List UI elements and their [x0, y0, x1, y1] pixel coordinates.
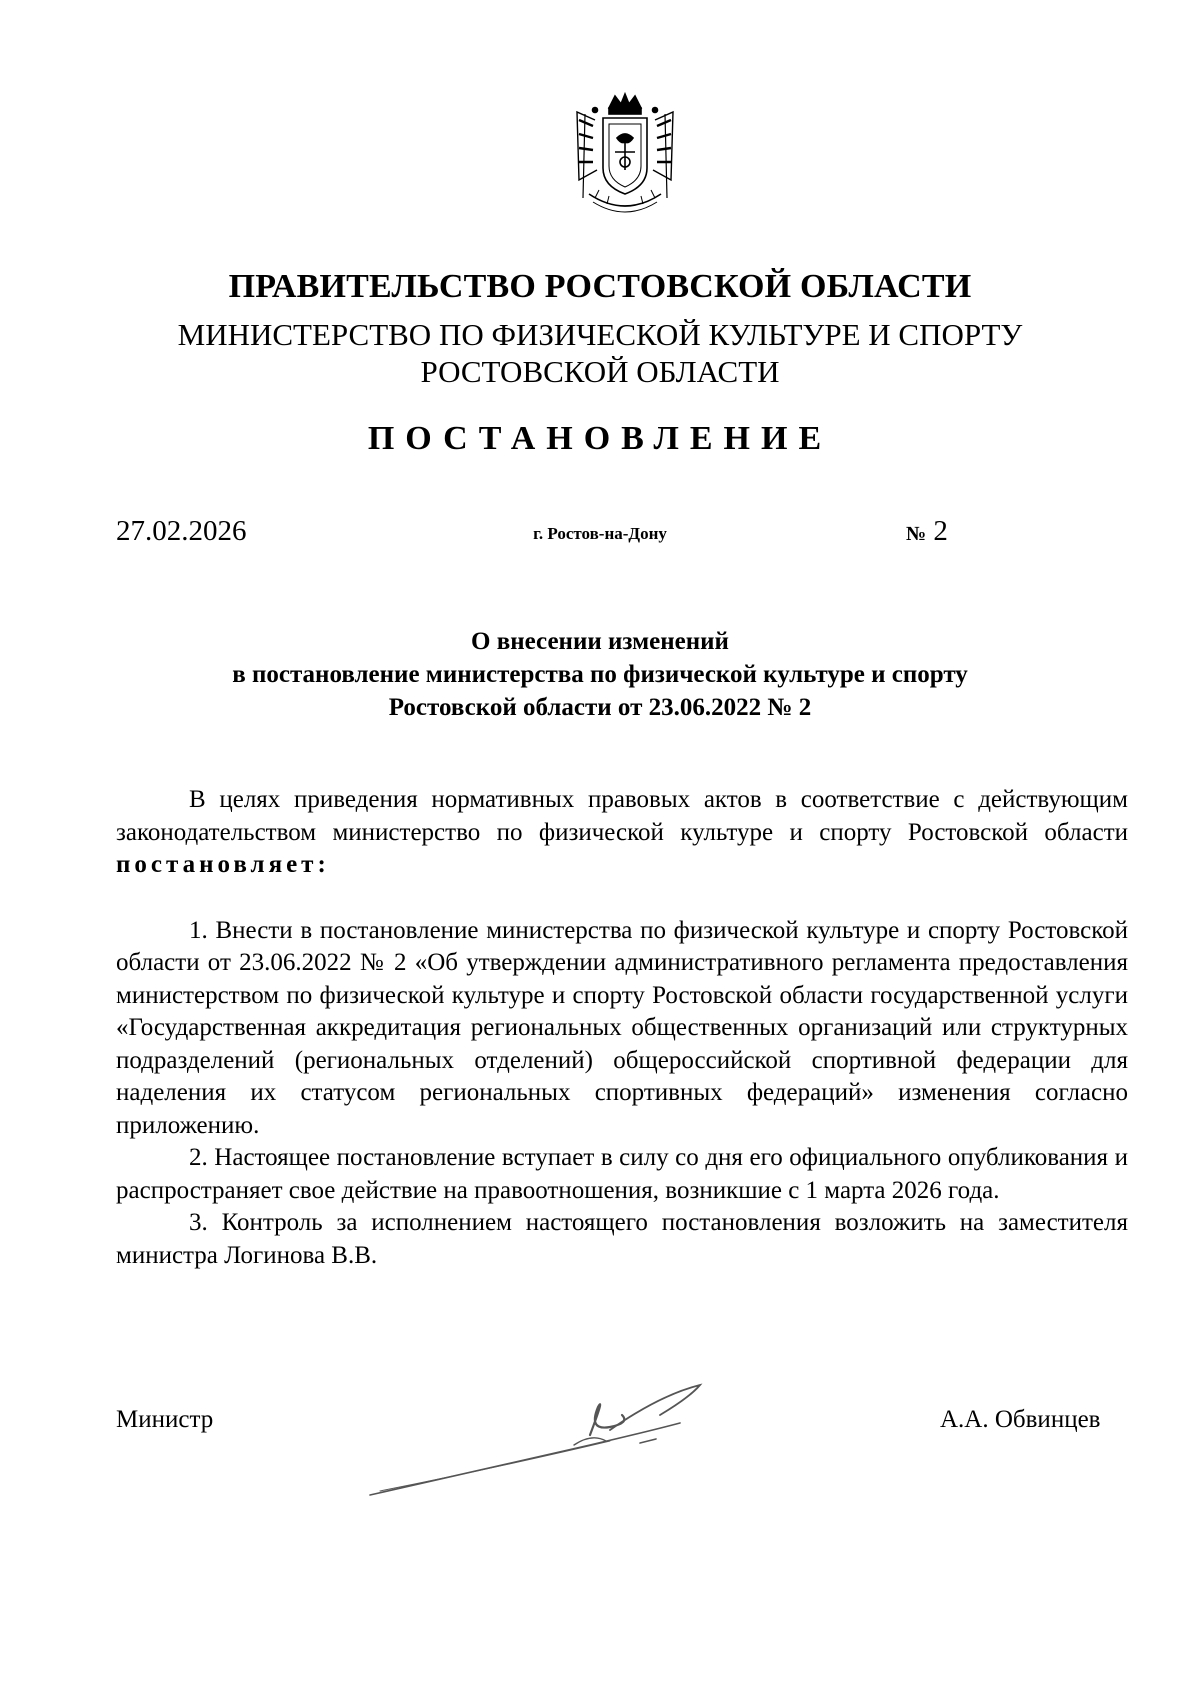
coat-of-arms-emblem: [565, 90, 685, 220]
title-line1: О внесении изменений: [471, 628, 729, 655]
document-number: [906, 515, 948, 548]
preamble-text: В целях приведения нормативных правовых актов в соответствие с действующим законодательством министерство по физической культуре и спорту Ростовской области: [116, 786, 1128, 846]
item-1-paragraph: 1. Внести в постановление министерства по физической культуре и спорту Ростовской области от 23.06.2022 № 2 «Об утверждении административного регламента предоставления министерством по физической культуре и спорту Ростовской области государственной услуги «Государственная аккредитация региональных общественных организаций или структурных подразделений (региональных отделений) общероссийской спортивной федерации для наделения их статусом региональных спортивных федераций» изменения согласно приложению.: [116, 916, 1128, 1139]
number-value: 2: [933, 515, 948, 547]
ministry-heading-line2: РОСТОВСКОЙ ОБЛАСТИ: [420, 354, 780, 389]
document-title: [0, 625, 1200, 724]
signatory-position: Министр: [116, 1406, 214, 1433]
document-city: г. Ростов-на-Дону: [533, 524, 667, 543]
title-line3: Ростовской области от 23.06.2022 № 2: [388, 694, 812, 721]
ministry-heading-line1: МИНИСТЕРСТВО ПО ФИЗИЧЕСКОЙ КУЛЬТУРЕ И СПОРТУ: [177, 317, 1023, 352]
government-heading: ПРАВИТЕЛЬСТВО РОСТОВСКОЙ ОБЛАСТИ: [228, 268, 972, 305]
document-type-heading: ПОСТАНОВЛЕНИЕ: [367, 420, 833, 457]
document-body: [116, 784, 1128, 1272]
title-line2: в постановление министерства по физической культуре и спорту: [232, 661, 968, 688]
number-sign: №: [906, 523, 927, 545]
signatory-name: А.А. Обвинцев: [940, 1406, 1101, 1433]
preamble-emphasis: постановляет:: [116, 851, 330, 878]
handwritten-signature: [360, 1375, 720, 1505]
ministry-heading: [0, 316, 1200, 390]
preamble-paragraph: [116, 784, 1128, 882]
item-2-paragraph: 2. Настоящее постановление вступает в силу со дня его официального опубликования и распространяет свое действие на правоотношения, возникшие с 1 марта 2026 года.: [116, 1144, 1128, 1204]
item-3-paragraph: 3. Контроль за исполнением настоящего постановления возложить на заместителя министра Логинова В.В.: [116, 1209, 1128, 1269]
document-date: 27.02.2026: [116, 515, 247, 547]
